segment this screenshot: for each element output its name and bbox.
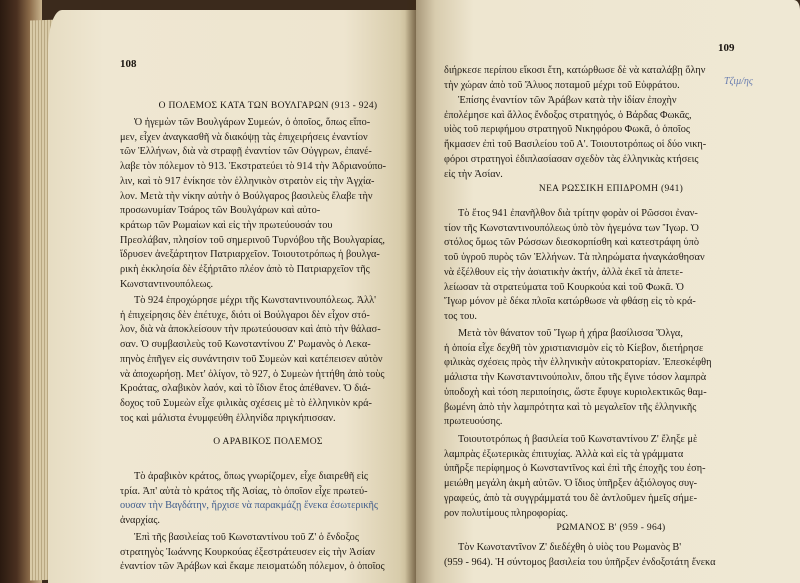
text-line: ἐπολέμησε καὶ ἄλλος ἔνδοξος στρατηγός, ὁ Βάρδας Φωκᾶς, — [444, 109, 692, 121]
text-line: γραφεύς, ἀπὸ τὰ συγγράμματά του δὲ ἀντλοῦμεν ἡμεῖς σήμε- — [444, 492, 697, 504]
text-line: Τὸ ἔτος 941 ἐπανῆλθον διὰ τρίτην φορὰν οἱ Ρῶσσοι ἐναν- — [458, 208, 698, 219]
text-line: ὑποδοχὴ καὶ τόση περιποίησις, ὥστε ἔφυγε κυριολεκτικῶς θαμ- — [444, 386, 707, 398]
page-number: 109 — [718, 42, 735, 54]
text-line: φόροι στρατηγοὶ ἐδιπλασίασαν σχεδὸν τὰς ἑλληνικὰς κτήσεις — [444, 153, 699, 165]
text-line: ουσαν τὴν Βαγδάτην, ἤρχισε νὰ παρακμάζῃ ἕνεκα ἐσωτερικῆς — [120, 500, 378, 512]
text-line: τος καὶ μάλιστα ἐνυμφεύθη ἑλληνίδα πριγκήπισσαν. — [120, 412, 336, 424]
section-heading: ΝΕΑ ΡΩΣΣΙΚΗ ΕΠΙΔΡΟΜΗ (941) — [538, 184, 684, 194]
text-line: ρον πολυτίμους πληροφορίας. — [444, 507, 568, 519]
text-line: ρικὴ ἐκκλησία δὲν ἐξήρτᾶτο πλέον ἀπὸ τὸ Πατριαρχεῖον τῆς — [120, 264, 370, 276]
text-line: μειώθη μεγάλη ἀκμὴ αὐτῶν. Ὁ ἴδιος ὑπῆρξεν ἀξιόλογος συγ- — [444, 478, 698, 490]
text-line: νὰ ἐξέλθουν εἰς τὴν ἀσιατικὴν ἀκτήν, ἀλλὰ ἐκεῖ τὰ ἀπετε- — [444, 266, 683, 278]
handwritten-note: Τζιμ/ης — [724, 76, 753, 87]
text-line: λον, διὰ νὰ ἀποκλείσουν τὴν πρωτεύουσαν καὶ ἀπὸ τὴν θάλασ- — [120, 324, 381, 336]
left-page — [48, 10, 418, 583]
paragraph — [444, 64, 779, 93]
text-line: φιλικὰς σχέσεις πρὸς τὴν ἑλληνικὴν αὐτοκρατορίαν. Ἐπεσκέφθη — [444, 357, 712, 369]
paragraph — [120, 294, 420, 426]
text-line: Κροάτας, σλαβικὸν λαόν, καὶ τὸ ἴδιον ἔτος ἀπέθανεν. Ὁ διά- — [120, 383, 371, 395]
paragraph — [120, 470, 420, 529]
text-line: ἤκμασεν ἐπὶ τοῦ Βασιλείου τοῦ Α'. Τοιουτοτρόπως οἱ δύο νικη- — [444, 139, 707, 151]
text-line: Ἐπὶ τῆς βασιλείας τοῦ Κωνσταντίνου τοῦ Ζ' ὁ ἔνδοξος — [134, 532, 359, 543]
text-line: λιν, καὶ τὸ 917 ἐνίκησε τὸν ἑλληνικὸν στρατὸν εἰς τὴν Ἀγχία- — [120, 175, 375, 187]
text-line: μάλιστα τὴν Κωνσταντινούπολιν, ὅπου τῆς ἔγινε τόσον λαμπρὰ — [444, 372, 707, 384]
text-line: ὑπῆρξε περίφημος ὁ Κωνσταντῖνος καὶ ἐπὶ τῆς ἐποχῆς του ἐση- — [444, 463, 706, 475]
text-line: βωμένη ἀπὸ τὴν λαμπρότητα καὶ τὸ μεγαλεῖον τῆς ἑλληνικῆς — [444, 401, 697, 413]
paragraph — [444, 541, 779, 570]
text-line: (959 - 964). Ἡ σύντομος βασιλεία του ὑπῆρξεν ἐνδοξοτάτη ἕνεκα — [444, 556, 716, 568]
paragraph — [444, 94, 779, 182]
text-line: Μετὰ τὸν θάνατον τοῦ Ἴγωρ ἡ χήρα βασίλισσα Ὄλγα, — [458, 328, 683, 339]
text-line: ἵδρυσεν ἀνεξάρτητον Πατριαρχεῖον. Τοιουτοτρόπως ἡ βουλγα- — [120, 249, 380, 261]
text-line: τίον τῆς Κωνσταντινουπόλεως ὑπὸ τὸν ἡγεμόνα των Ἴγωρ. Ὁ — [444, 222, 699, 234]
text-line: Πρεσλάβαν, πλησίον τοῦ σημερινοῦ Τυρνόβου τῆς Βουλγαρίας, — [120, 234, 385, 246]
text-line: νὰ ἀποχωρήσῃ. Μετ' ὀλίγον, τὸ 927, ὁ Συμεὼν ἡττήθη ἀπὸ τοὺς — [120, 368, 385, 380]
text-line: Τοιουτοτρόπως ἡ βασιλεία τοῦ Κωνσταντίνου Ζ' ἔληξε μὲ — [458, 434, 698, 445]
text-line: κράτωρ τῶν Ρωμαίων καὶ εἰς τὴν πρωτεύουσάν του — [120, 219, 333, 231]
text-line: υἱὸς τοῦ περιφήμου στρατηγοῦ Νικηφόρου Φωκᾶ, ὁ ὁποῖος — [444, 124, 690, 136]
text-line: τρία. Ἀπ' αὐτὰ τὸ κράτος τῆς Ἀσίας, τὸ ὁποῖον εἶχε πρωτεύ- — [120, 485, 368, 497]
text-line: Τὸ ἀραβικὸν κράτος, ὅπως γνωρίζομεν, εἶχε διαιρεθῆ εἰς — [134, 471, 368, 482]
text-line: Ἴγωρ μόνον μὲ δέκα πλοῖα κατώρθωσε νὰ φθάσῃ εἰς τὸ κρά- — [444, 296, 696, 308]
paragraph — [444, 433, 779, 521]
text-line: διήρκεσε περίπου εἴκοσι ἔτη, κατώρθωσε δὲ νὰ καταλάβῃ ὅλην — [444, 65, 706, 76]
text-line: τος του. — [444, 310, 477, 322]
text-line: τῶν Ἑλλήνων, διὰ νὰ στραφῇ ἐναντίον τῶν Οὐγγρων, ἐπανέ- — [120, 146, 372, 158]
paragraph — [120, 116, 420, 292]
text-line: Ἐπίσης ἐναντίον τῶν Ἀράβων κατὰ τὴν ἰδίαν ἐποχὴν — [458, 95, 677, 106]
text-line: λείωσαν τὰ στρατεύματα τοῦ Κουρκούα καὶ τοῦ Φωκᾶ. Ὁ — [444, 281, 684, 293]
text-line: πηνὸς ἐπῆγεν εἰς συνάντησιν τοῦ Συμεὼν καὶ κατέπεισεν αὐτὸν — [120, 353, 383, 365]
text-line: Κωνσταντινουπόλεως. — [120, 278, 214, 290]
paragraph — [444, 327, 779, 430]
text-line: λαμπρὰς ἐξωτερικὰς ἐπιτυχίας. Ἀλλὰ καὶ εἰς τὰ γράμματα — [444, 448, 684, 460]
page-number: 108 — [120, 58, 137, 70]
text-line: δοχος τοῦ Συμεὼν εἶχε φιλικὰς σχέσεις μὲ τὸ ἑλληνικὸν κρά- — [120, 397, 372, 409]
section-heading: ΡΩΜΑΝΟΣ Β' (959 - 964) — [556, 523, 666, 533]
text-line: τοῦ ὑγροῦ πυρὸς τῶν Ἑλλήνων. Τὰ πληρώματα ἠναγκάσθησαν — [444, 252, 705, 264]
text-line: Τὸ 924 ἐπροχώρησε μέχρι τῆς Κωνσταντινουπόλεως. Ἀλλ' — [134, 295, 376, 306]
text-line: ἐναντίον τῶν Ἀράβων καὶ ἔκαμε πεισματώδη πόλεμον, ὁ ὁποῖος — [120, 561, 385, 573]
text-line: τὴν χώραν ἀπὸ τοῦ Ἄλυος ποταμοῦ μέχρι τοῦ Εὐφράτου. — [444, 79, 680, 91]
paragraph — [444, 207, 779, 325]
text-line: Ὁ ἡγεμὼν τῶν Βουλγάρων Συμεών, ὁ ὁποῖος, ὅπως εἴπο- — [134, 117, 371, 128]
text-line: σαν. Ὁ συμβασιλεὺς τοῦ Κωνσταντίνου Ζ' Ρωμανὸς ὁ Λεκα- — [120, 339, 371, 351]
text-line: λον. Μετὰ τὴν νίκην αὐτὴν ὁ Βούλγαρος βασιλεὺς ἔλαβε τὴν — [120, 190, 373, 202]
section-heading: Ο ΑΡΑΒΙΚΟΣ ΠΟΛΕΜΟΣ — [213, 437, 323, 447]
text-line: ἡ ἐπιχείρησις δὲν ἐπέτυχε, διότι οἱ Βούλγαροι δὲν εἶχον στό- — [120, 309, 370, 321]
text-line: Τὸν Κωνσταντῖνον Ζ' διεδέχθη ὁ υἱὸς του Ρωμανὸς Β' — [458, 542, 682, 553]
text-line: πρωτευούσης. — [444, 416, 503, 428]
paragraph — [120, 531, 420, 575]
section-heading: Ο ΠΟΛΕΜΟΣ ΚΑΤΑ ΤΩΝ ΒΟΥΛΓΑΡΩΝ (913 - 924) — [158, 101, 378, 111]
text-line: στόλος ὅμως τῶν Ρώσσων διεσκορπίσθη καὶ κατεστράφη ὑπὸ — [444, 237, 700, 249]
text-line: προσωνυμίαν Τσάρος τῶν Βουλγάρων καὶ αὐτο- — [120, 205, 321, 217]
text-line: εἰς τὴν Ἀσίαν. — [444, 168, 503, 180]
right-page — [416, 0, 800, 583]
text-line: στρατηγὸς Ἰωάννης Κουρκούας ἐξεστράτευσεν εἰς τὴν Ἀσίαν — [120, 546, 375, 558]
text-line: ἡ ὁποία εἶχε δεχθῆ τὸν χριστιανισμὸν εἰς τὸ Κίεβον, διετήρησε — [444, 342, 704, 354]
text-line: λαβε τὸν πόλεμον τὸ 913. Ἐκστρατεύει τὸ 914 τὴν Ἀδριανούπο- — [120, 161, 387, 173]
text-line: μεν, εἶχεν ἀναγκασθῆ νὰ διακόψῃ τὰς ἐπιχειρήσεις ἐναντίον — [120, 131, 368, 143]
text-line: ἀναρχίας. — [120, 515, 160, 527]
